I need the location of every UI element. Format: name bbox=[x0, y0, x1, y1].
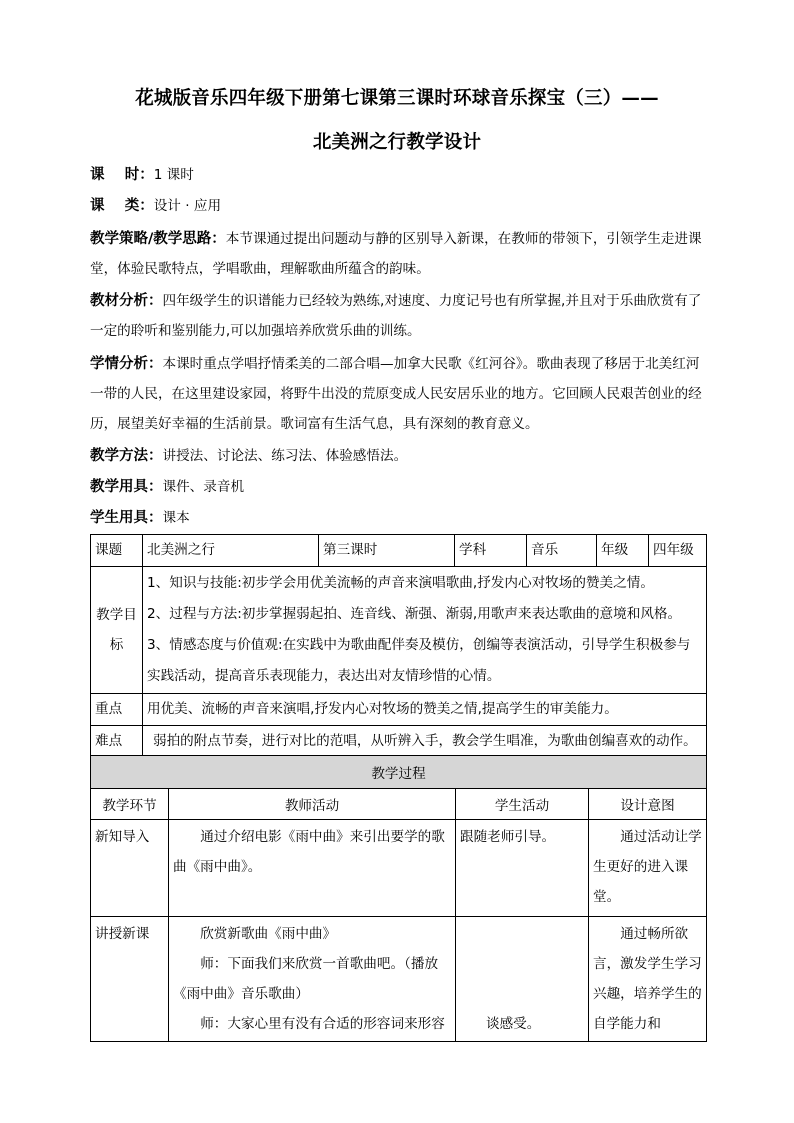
grade-label: 年级 bbox=[597, 535, 649, 567]
teacher-line: 师：大家心里有没有合适的形容词来形容 bbox=[200, 1016, 445, 1032]
material-text: 四年级学生的识谱能力已经较为熟练,对速度、力度记号也有所掌握,并且对于乐曲欣赏有了一定的聆听和鉴别能力,可以加强培养欣赏乐曲的训练。 bbox=[90, 293, 702, 339]
table-row bbox=[91, 756, 707, 789]
goal-item: 2、过程与方法:初步掌握弱起拍、连音线、渐强、渐弱,用歌声来表达歌曲的意境和风格。 bbox=[147, 606, 682, 622]
teacher-line: 师：下面我们来欣赏一首歌曲吧。（播放 bbox=[200, 956, 439, 972]
key-point-value: 用优美、流畅的声音来演唱,抒发内心对牧场的赞美之情,提高学生的审美能力。 bbox=[143, 694, 707, 726]
design-intent-cell: 通过活动让学生更好的进入课堂。 bbox=[589, 820, 707, 917]
student-tools-row bbox=[90, 503, 712, 533]
teacher-tools-text: 课件、录音机 bbox=[162, 479, 245, 495]
stage-cell: 讲授新课 bbox=[91, 917, 169, 1042]
teacher-tools-label: 教学用具： bbox=[90, 479, 163, 495]
subject-value: 音乐 bbox=[527, 535, 597, 567]
type-value: 设计 · 应用 bbox=[153, 198, 222, 214]
teacher-line: 欣赏新歌曲《雨中曲》 bbox=[200, 926, 337, 942]
stage-cell: 新知导入 bbox=[91, 820, 169, 917]
methods-label: 教学方法： bbox=[90, 448, 163, 464]
teacher-activity-cell: 通过介绍电影《雨中曲》来引出要学的歌曲《雨中曲》。 bbox=[169, 820, 456, 917]
table-row bbox=[91, 917, 707, 1042]
strategy-text: 本节课通过提出问题动与静的区别导入新课，在教师的带领下，引领学生走进课堂，体验民歌特点，学唱歌曲，理解歌曲所蕴含的韵味。 bbox=[90, 231, 702, 277]
methods-row bbox=[90, 441, 712, 471]
strategy-paragraph bbox=[90, 224, 712, 284]
column-header: 教师活动 bbox=[169, 789, 456, 820]
lesson-info-table bbox=[90, 534, 707, 758]
grade-value: 四年级 bbox=[649, 535, 707, 567]
topic-value: 北美洲之行 bbox=[143, 535, 319, 567]
design-intent-cell: 通过畅所欲言，激发学生学习兴趣，培养学生的自学能力和 bbox=[589, 917, 707, 1042]
difficulty-value: 弱拍的附点节奏，进行对比的范唱，从听辨入手，教会学生唱准，为歌曲创编喜欢的动作。 bbox=[143, 726, 707, 758]
period-label: 课 时： bbox=[90, 167, 154, 183]
table-row bbox=[91, 535, 707, 567]
table-row bbox=[91, 567, 707, 694]
topic-label: 课题 bbox=[91, 535, 143, 567]
table-header-row bbox=[91, 789, 707, 820]
strategy-label: 教学策略/教学思路： bbox=[90, 231, 226, 247]
document-title-line2: 北美洲之行教学设计 bbox=[312, 132, 482, 153]
student-tools-label: 学生用具： bbox=[90, 510, 163, 526]
period-row bbox=[90, 160, 712, 190]
methods-text: 讲授法、讨论法、练习法、体验感悟法。 bbox=[162, 448, 408, 464]
student-activity-cell: 谈感受。 bbox=[456, 917, 589, 1042]
goals-label: 教学目标 bbox=[91, 567, 143, 694]
teaching-process-table bbox=[90, 755, 707, 1042]
table-row bbox=[91, 726, 707, 758]
learner-text: 本课时重点学唱抒情柔美的二部合唱—加拿大民歌《红河谷》。歌曲表现了移居于北美红河一带的人民，在这里建设家园，将野牛出没的荒原变成人民安居乐业的地方。它回顾人民艰苦创业的经历，展望美好幸福的生活前景。歌词富有生活气息，具有深刻的教育意义。 bbox=[90, 356, 702, 432]
column-header: 学生活动 bbox=[456, 789, 589, 820]
goal-item: 1、知识与技能:初步学会用优美流畅的声音来演唱歌曲,抒发内心对牧场的赞美之情。 bbox=[147, 575, 654, 591]
teacher-tools-row bbox=[90, 472, 712, 502]
session-value: 第三课时 bbox=[319, 535, 455, 567]
teacher-activity-cell bbox=[169, 917, 456, 1042]
type-label: 课 类： bbox=[90, 198, 154, 214]
key-point-label: 重点 bbox=[91, 694, 143, 726]
table-row bbox=[91, 694, 707, 726]
column-header: 教学环节 bbox=[91, 789, 169, 820]
difficulty-label: 难点 bbox=[91, 726, 143, 758]
goals-cell bbox=[143, 567, 707, 694]
learner-paragraph bbox=[90, 349, 712, 439]
subject-label: 学科 bbox=[455, 535, 527, 567]
student-tools-text: 课本 bbox=[162, 510, 190, 526]
material-label: 教材分析： bbox=[90, 293, 163, 309]
process-title: 教学过程 bbox=[91, 756, 707, 789]
document-title-line1: 花城版音乐四年级下册第七课第三课时环球音乐探宝（三）—— bbox=[135, 88, 659, 109]
type-row bbox=[90, 191, 712, 221]
goal-item: 3、情感态度与价值观:在实践中为歌曲配伴奏及模仿，创编等表演活动，引导学生积极参与实践活动，提高音乐表现能力，表达出对友情珍惜的心情。 bbox=[147, 637, 691, 684]
learner-label: 学情分析： bbox=[90, 356, 163, 372]
material-paragraph bbox=[90, 286, 712, 346]
student-activity-cell: 跟随老师引导。 bbox=[456, 820, 589, 917]
table-row bbox=[91, 820, 707, 917]
teacher-line: 《雨中曲》音乐歌曲） bbox=[173, 986, 309, 1002]
column-header: 设计意图 bbox=[589, 789, 707, 820]
period-value: 1 课时 bbox=[153, 167, 194, 183]
